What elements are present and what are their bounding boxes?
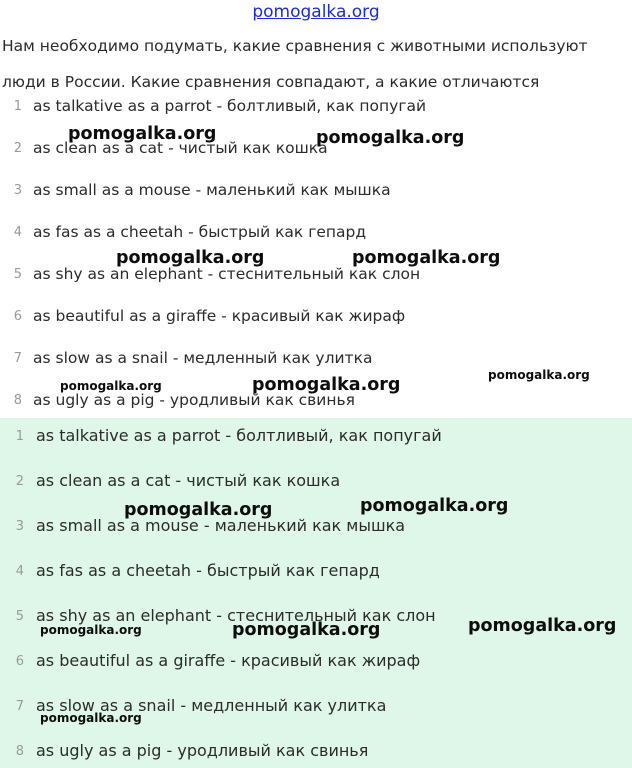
watermark: pomogalka.org (488, 368, 590, 382)
watermark: pomogalka.org (40, 711, 142, 725)
item-text: as shy as an elephant - стеснительный как слон (33, 265, 421, 283)
list-item (0, 512, 632, 542)
watermark: pomogalka.org (68, 124, 217, 144)
item-text: as ugly as a pig - уродливый как свинья (36, 741, 369, 760)
item-text: as shy as an elephant - стеснительный как слон (36, 606, 436, 625)
item-text: as talkative as a parrot - болтливый, как попугай (36, 426, 442, 445)
item-number: 4 (13, 225, 22, 240)
item-text: as beautiful as a giraffe - красивый как жираф (36, 651, 421, 670)
item-number: 7 (13, 351, 22, 366)
item-number: 2 (15, 474, 24, 489)
watermark: pomogalka.org (360, 496, 509, 516)
list-item (0, 262, 632, 292)
item-number: 8 (13, 393, 22, 408)
watermark: pomogalka.org (124, 500, 273, 520)
item-number: 6 (15, 654, 24, 669)
watermark: pomogalka.org (40, 623, 142, 637)
item-number: 6 (13, 309, 22, 324)
item-number: 5 (15, 609, 24, 624)
item-number: 4 (15, 564, 24, 579)
watermark: pomogalka.org (116, 248, 265, 268)
watermark: pomogalka.org (232, 620, 381, 640)
item-text: as fas as a cheetah - быстрый как гепард (36, 561, 380, 580)
list-item (0, 647, 632, 677)
watermark: pomogalka.org (316, 128, 465, 148)
item-text: as fas as a cheetah - быстрый как гепард (33, 223, 367, 241)
watermark: pomogalka.org (468, 616, 617, 636)
watermark: pomogalka.org (352, 248, 501, 268)
item-number: 2 (13, 141, 22, 156)
item-text: as clean as a cat - чистый как кошка (33, 139, 328, 157)
list-item (0, 178, 632, 208)
watermark: pomogalka.org (252, 375, 401, 395)
item-number: 3 (15, 519, 24, 534)
item-text: as ugly as a pig - уродливый как свинья (33, 391, 355, 409)
item-text: as talkative as a parrot - болтливый, как попугай (33, 97, 427, 115)
list-item (0, 467, 632, 497)
item-number: 5 (13, 267, 22, 282)
list-item (0, 220, 632, 250)
list-item (0, 557, 632, 587)
list-item (0, 737, 632, 767)
item-text: as beautiful as a giraffe - красивый как жираф (33, 307, 406, 325)
list-item (0, 94, 632, 124)
item-number: 1 (13, 99, 22, 114)
list-item (0, 422, 632, 452)
item-text: as slow as a snail - медленный как улитка (36, 696, 387, 715)
item-number: 8 (15, 744, 24, 759)
item-text: as slow as a snail - медленный как улитка (33, 349, 373, 367)
item-number: 7 (15, 699, 24, 714)
item-number: 3 (13, 183, 22, 198)
item-number: 1 (15, 429, 24, 444)
item-text: as clean as a cat - чистый как кошка (36, 471, 341, 490)
item-text: as small as a mouse - маленький как мышка (36, 516, 406, 535)
intro-text: Нам необходимо подумать, какие сравнения с животными используют люди в России. Какие сравнения совпадают, а какие отличаются (2, 37, 588, 91)
watermark: pomogalka.org (60, 379, 162, 393)
item-text: as small as a mouse - маленький как мышка (33, 181, 391, 199)
list-item (0, 304, 632, 334)
site-header-link[interactable]: pomogalka.org (252, 2, 380, 22)
